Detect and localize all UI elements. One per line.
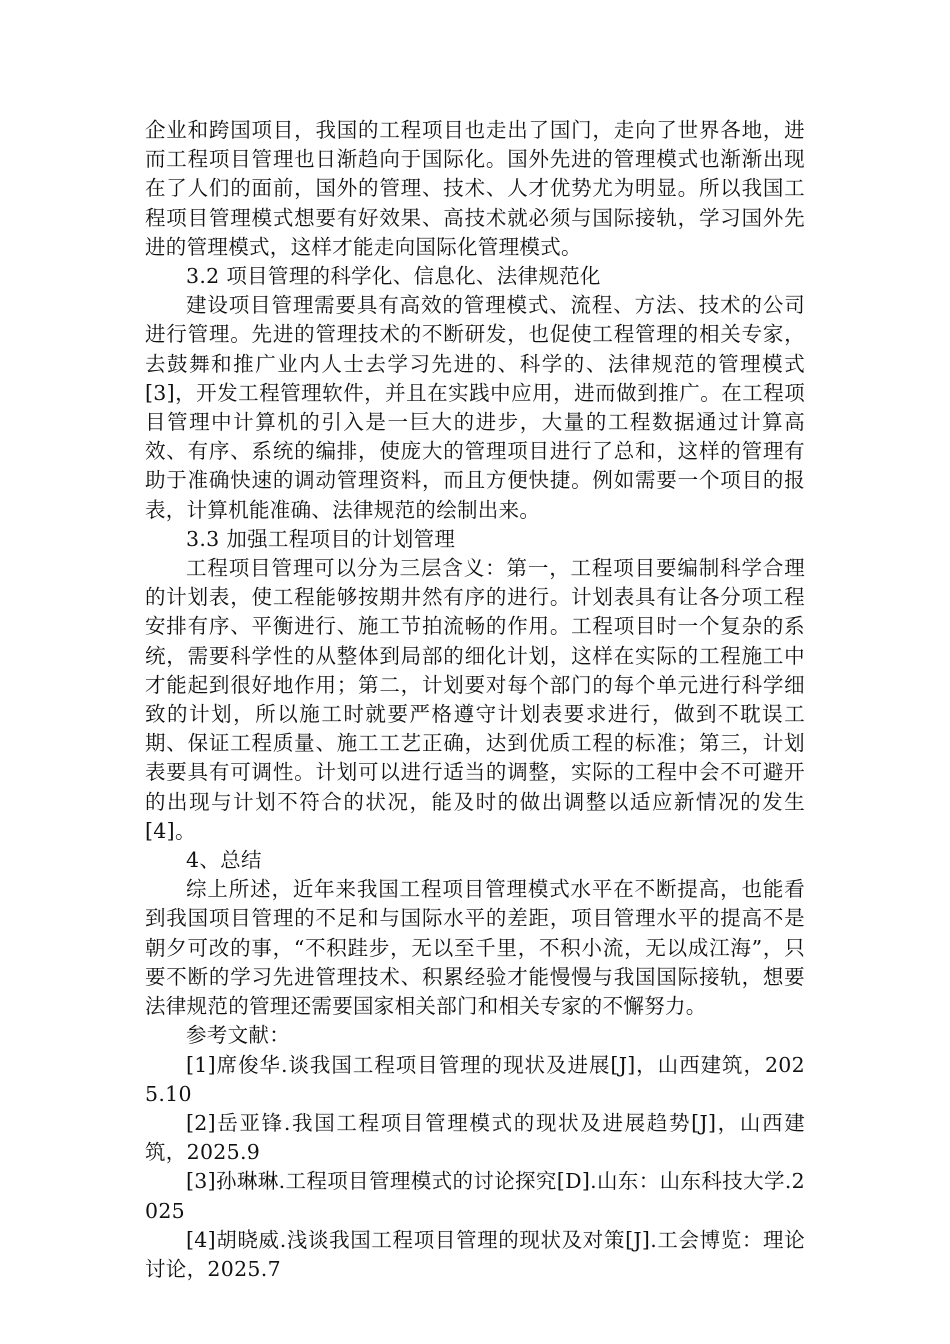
intro-paragraph: 企业和跨国项目，我国的工程项目也走出了国门，走向了世界各地，进而工程项目管理也日渐趋向于国际化。国外先进的管理模式也渐渐出现在了人们的面前，国外的管理、技术、人才优势尤为明显。所以我国工程项目管理模式想要有好效果、高技术就必须与国际接轨，学习国外先进的管理模式，这样才能走向国际化管理模式。 [145, 118, 805, 259]
references-heading: 参考文献： [186, 1023, 290, 1048]
reference-item-4: [4]胡晓威.浅谈我国工程项目管理的现状及对策[J].工会博览：理论讨论，2025.7 [145, 1227, 805, 1281]
section-3-2-heading: 3.2 项目管理的科学化、信息化、法律规范化 [186, 264, 601, 289]
section-3-3-body: 工程项目管理可以分为三层含义：第一，工程项目要编制科学合理的计划表，使工程能够按期井然有序的进行。计划表具有让各分项工程安排有序、平衡进行、施工节拍流畅的作用。工程项目时一个复杂的系统，需要科学性的从整体到局部的细化计划，这样在实际的工程施工中才能起到很好地作用；第二，计划要对每个部门的每个单元进行科学细致的计划，所以施工时就要严格遵守计划表要求进行，做到不耽误工期、保证工程质量、施工工艺正确，达到优质工程的标准；第三，计划表要具有可调性。计划可以进行适当的调整，实际的工程中会不可避开的出现与计划不符合的状况，能及时的做出调整以适应新情况的发生[4]。 [145, 556, 805, 843]
section-3-3-heading: 3.3 加强工程项目的计划管理 [186, 526, 456, 551]
section-4-body: 综上所述，近年来我国工程项目管理模式水平在不断提高，也能看到我国项目管理的不足和与国际水平的差距，项目管理水平的提高不是朝夕可改的事，“不积跬步，无以至千里，不积小流，无以成江海”，只要不断的学习先进管理技术、积累经验才能慢慢与我国国际接轨，想要法律规范的管理还需要国家相关部门和相关专家的不懈努力。 [145, 877, 805, 1019]
document-page [145, 116, 805, 1284]
section-4-heading: 4、总结 [186, 848, 262, 873]
section-3-2-body: 建设项目管理需要具有高效的管理模式、流程、方法、技术的公司进行管理。先进的管理技术的不断研发，也促使工程管理的相关专家，去鼓舞和推广业内人士去学习先进的、科学的、法律规范的管理模式[3]，开发工程管理软件，并且在实践中应用，进而做到推广。在工程项目管理中计算机的引入是一巨大的进步，大量的工程数据通过计算高效、有序、系统的编排，使庞大的管理项目进行了总和，这样的管理有助于准确快速的调动管理资料，而且方便快捷。例如需要一个项目的报表，计算机能准确、法律规范的绘制出来。 [145, 293, 805, 522]
reference-item-2: [2]岳亚锋.我国工程项目管理模式的现状及进展趋势[J]，山西建筑，2025.9 [145, 1110, 805, 1165]
reference-item-3: [3]孙琳琳.工程项目管理模式的讨论探究[D].山东：山东科技大学.2025 [145, 1169, 805, 1223]
reference-item-1: [1]席俊华.谈我国工程项目管理的现状及进展[J]，山西建筑，2025.10 [145, 1052, 805, 1106]
